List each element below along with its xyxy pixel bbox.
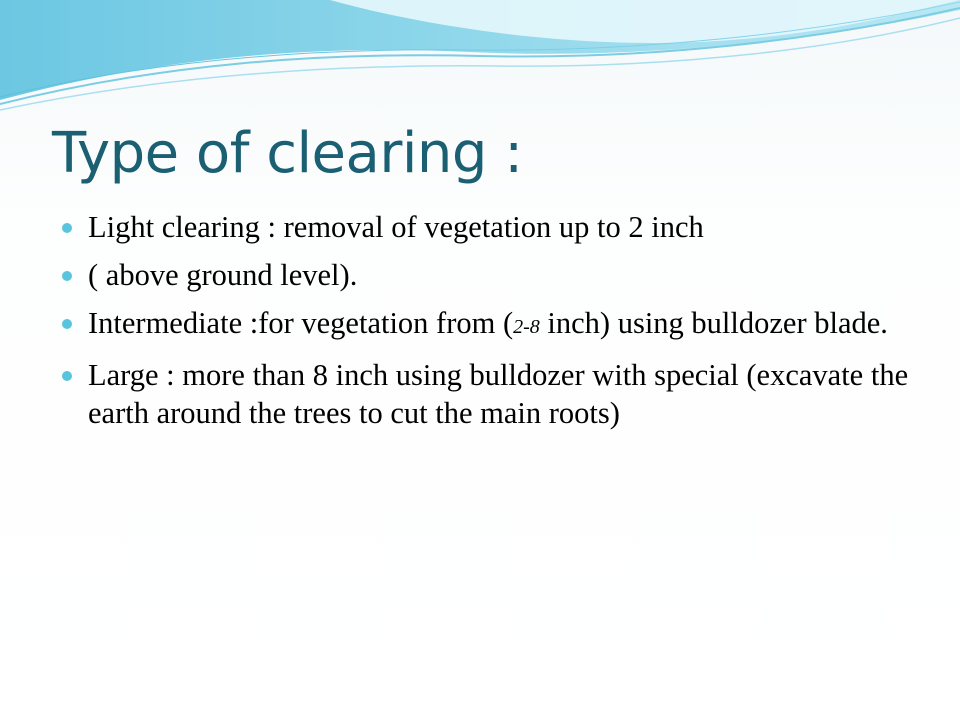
- bullet-dot-icon: [62, 371, 72, 381]
- bullet-text-end: inch) using bulldozer blade.: [539, 306, 888, 340]
- bullet-item-large: [60, 356, 920, 432]
- bullet-text-start: Intermediate :for vegetation from (: [88, 306, 514, 340]
- bullet-dot-icon: [62, 223, 72, 233]
- bullet-item-intermediate: [60, 304, 920, 346]
- bullet-dot-icon: [62, 319, 72, 329]
- header-wave-decoration: [0, 0, 960, 130]
- slide-title: Type of clearing :: [52, 121, 523, 186]
- range-value: 2-8: [513, 316, 540, 338]
- bullet-dot-icon: [62, 271, 72, 281]
- bullet-text: Light clearing : removal of vegetation up to 2 inch: [88, 210, 704, 244]
- bullet-text: Large : more than 8 inch using bulldozer with special (excavate the earth around the trees to cut the main roots): [88, 358, 909, 430]
- bullet-list: [60, 208, 920, 442]
- bullet-text: ( above ground level).: [88, 258, 358, 292]
- bullet-item-ground-level: [60, 256, 920, 294]
- bullet-item-light-clearing: [60, 208, 920, 246]
